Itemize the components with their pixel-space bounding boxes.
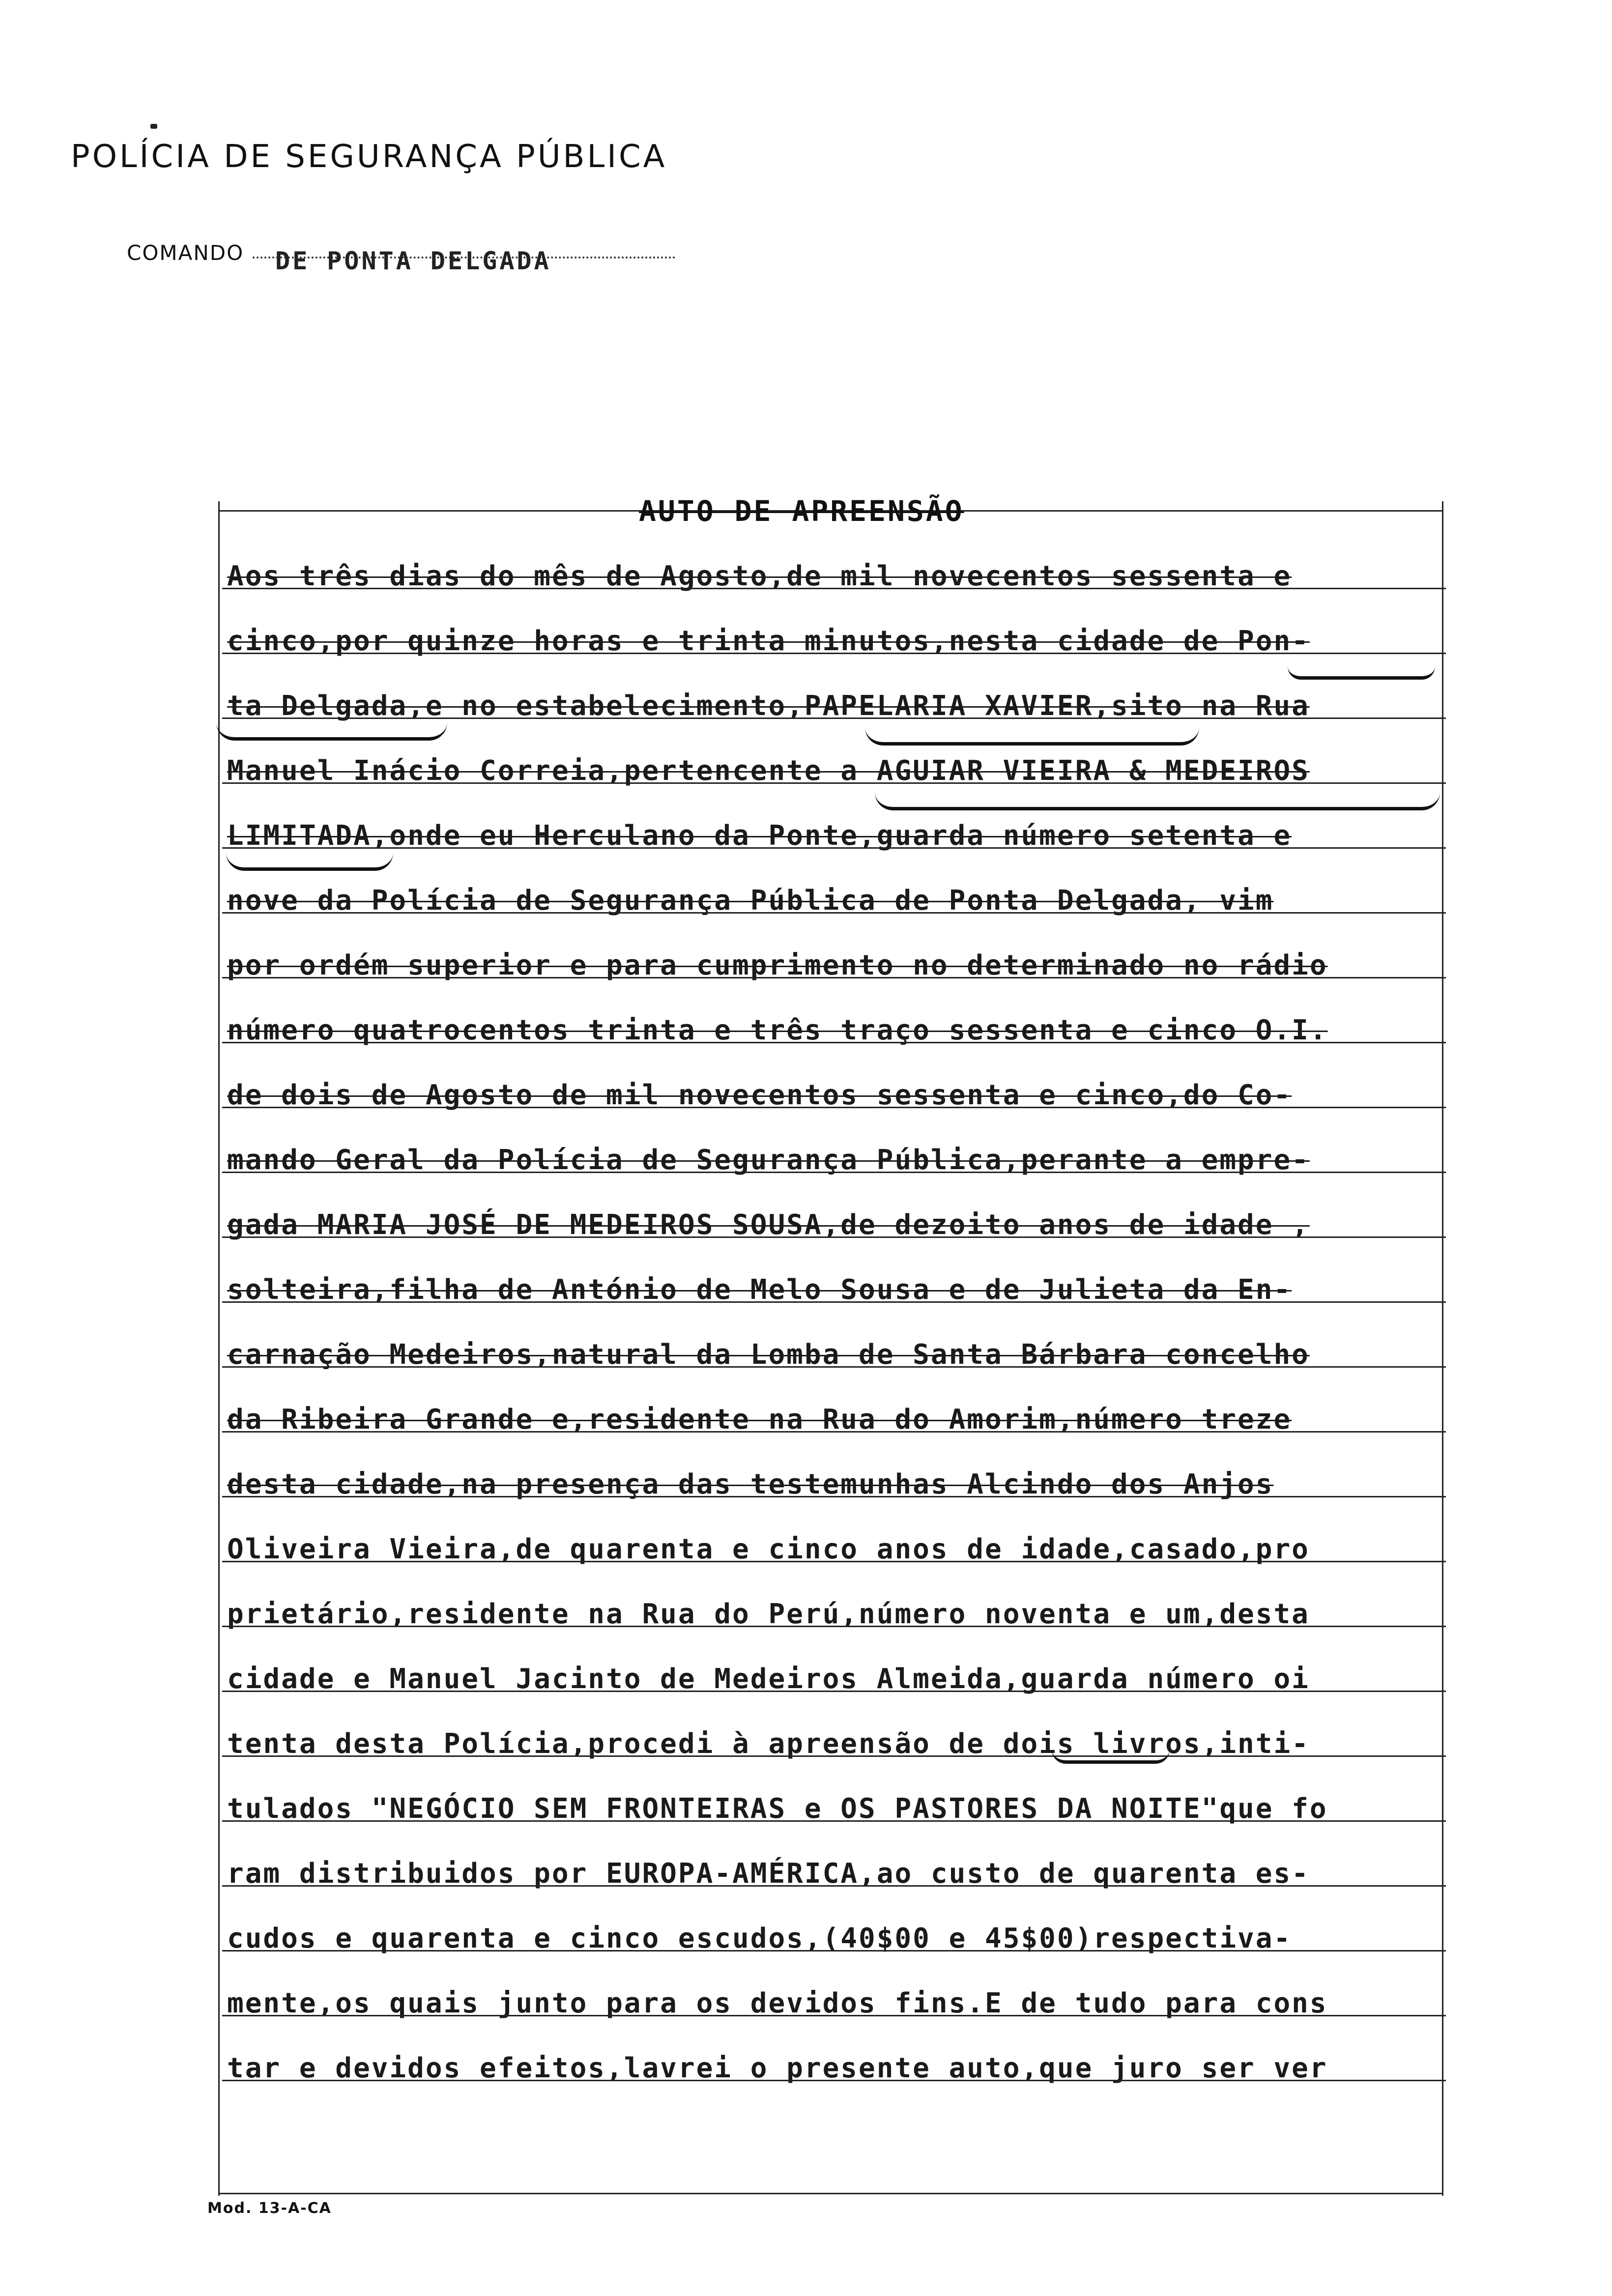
body-line: Oliveira Vieira,de quarenta e cinco anos de idade,casado,pro: [227, 1533, 1446, 1578]
form-code: Mod. 13-A-CA: [207, 2200, 332, 2217]
handwritten-underline-2: [216, 722, 447, 741]
body-line: cinco,por quinze horas e trinta minutos,nesta cidade de Pon-: [227, 625, 1446, 669]
comando-value: DE PONTA DELGADA: [275, 247, 551, 275]
handwritten-underline-6: [1052, 1750, 1170, 1764]
body-line: Aos três dias do mês de Agosto,de mil novecentos sessenta e: [227, 560, 1446, 604]
body-line: tar e devidos efeitos,lavrei o presente auto,que juro ser ver: [227, 2052, 1446, 2096]
body-line: ram distribuidos por EUROPA-AMÉRICA,ao custo de quarenta es-: [227, 1858, 1446, 1902]
body-line: por ordém superior e para cumprimento no determinado no rádio: [227, 949, 1446, 994]
body-line: mente,os quais junto para os devidos fins.E de tudo para cons: [227, 1987, 1446, 2032]
header-mark: [150, 124, 157, 129]
body-line: ta Delgada,e no estabelecimento,PAPELARIA XAVIER,sito na Rua: [227, 690, 1446, 734]
body-line: desta cidade,na presença das testemunhas Alcindo dos Anjos: [227, 1468, 1446, 1513]
body-line: tenta desta Polícia,procedi à apreensão de dois livros,inti-: [227, 1728, 1446, 1772]
body-line: LIMITADA,onde eu Herculano da Ponte,guarda número setenta e: [227, 820, 1446, 864]
comando-label: COMANDO: [127, 241, 244, 265]
body-line: carnação Medeiros,natural da Lomba de Santa Bárbara concelho: [227, 1339, 1446, 1383]
handwritten-underline-4: [875, 792, 1440, 810]
body-line: gada MARIA JOSÉ DE MEDEIROS SOUSA,de dezoito anos de idade ,: [227, 1209, 1446, 1253]
body-line: solteira,filha de António de Melo Sousa e de Julieta da En-: [227, 1274, 1446, 1318]
form-frame-bottom: [218, 2193, 1443, 2194]
institution-header: POLÍCIA DE SEGURANÇA PÚBLICA: [71, 139, 667, 175]
body-line: cidade e Manuel Jacinto de Medeiros Almeida,guarda número oi: [227, 1663, 1446, 1707]
body-line: da Ribeira Grande e,residente na Rua do Amorim,número treze: [227, 1404, 1446, 1448]
body-line: de dois de Agosto de mil novecentos sessenta e cinco,do Co-: [227, 1079, 1446, 1123]
handwritten-underline-3: [865, 727, 1199, 746]
document-title: AUTO DE APREENSÃO: [639, 494, 964, 528]
body-line: prietário,residente na Rua do Perú,número noventa e um,desta: [227, 1598, 1446, 1642]
body-line: mando Geral da Polícia de Segurança Pública,perante a empre-: [227, 1144, 1446, 1188]
handwritten-underline-5: [226, 853, 393, 871]
body-line: número quatrocentos trinta e três traço sessenta e cinco O.I.: [227, 1014, 1446, 1059]
body-line: tulados "NEGÓCIO SEM FRONTEIRAS e OS PASTORES DA NOITE"que fo: [227, 1793, 1446, 1837]
body-line: Manuel Inácio Correia,pertencente a AGUIAR VIEIRA & MEDEIROS: [227, 755, 1446, 799]
handwritten-underline-1: [1288, 666, 1435, 680]
body-line: nove da Polícia de Segurança Pública de Ponta Delgada, vim: [227, 885, 1446, 929]
form-frame-left: [218, 501, 220, 2196]
body-line: cudos e quarenta e cinco escudos,(40$00 e 45$00)respectiva-: [227, 1923, 1446, 1967]
